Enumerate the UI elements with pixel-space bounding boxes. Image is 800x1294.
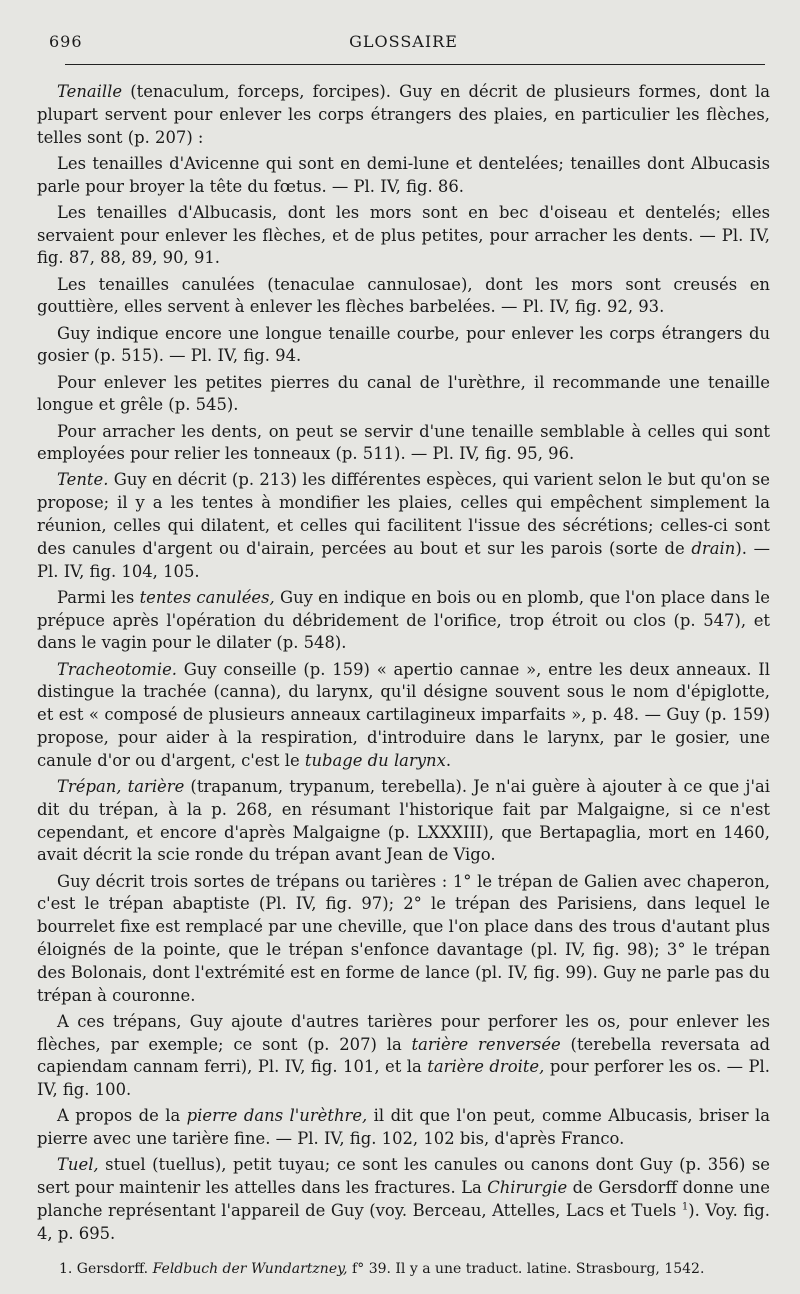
italic-term: tentes canulées,	[139, 587, 275, 607]
text-run: Les tenailles d'Albucasis, dont les mors sont en bec d'oiseau et dentelés; elles servaient pour enlever les flèches, et de plus petites, pour arracher les dents. — Pl. IV, fig. 87, 88, 89, 90, 91.	[37, 202, 770, 268]
text-run: Pour arracher les dents, on peut se servir d'une tenaille semblable à celles qui sont employées pour relier les tonneaux (p. 511). — Pl. IV, fig. 95, 96.	[37, 421, 770, 464]
italic-term: tarière droite,	[427, 1057, 545, 1077]
glossary-paragraph	[37, 659, 770, 773]
text-run: (terebella reversata ad capiendam cannam ferri), Pl. IV, fig. 101, et la	[37, 1034, 770, 1077]
text-run: A ces trépans, Guy ajoute d'autres tarières pour perforer les os, pour enlever les flèches, par exemple; ce sont (p. 207) la	[37, 1011, 770, 1054]
text-run: (trapanum, trypanum, terebella). Je n'ai guère à ajouter à ce que j'ai dit du trépan, à la p. 268, en résumant l'historique fait par Malgaigne, si ce n'est cependant, et encore d'après Malgaigne (p. LXXXIII), que Bertapaglia, mort en 1460, avait décrit la scie ronde du trépan avant Jean de Vigo.	[37, 777, 770, 865]
text-run: Guy en décrit (p. 213) les différentes espèces, qui varient selon le but qu'on se propose; il y a les tentes à mondifier les plaies, celles qui empêchent simplement la réunion, celles qui dilatent, et celles qui facilitent l'issue des sécrétions; celles-ci sont des canules d'argent ou d'airain, percées au bout et sur les parois (sorte de	[37, 470, 770, 558]
italic-term: Chirurgie	[487, 1178, 568, 1198]
running-title: GLOSSAIRE	[349, 32, 458, 51]
text-run: Guy décrit trois sortes de trépans ou tarières : 1° le trépan de Galien avec chaperon, c'est le trépan abaptiste (Pl. IV, fig. 97); 2° le trépan des Parisiens, dans lequel le bourrelet fixe est remplacé par une cheville, que l'on place dans des trous d'autant plus éloignés de la pointe, que le trépan s'enfonce davantage (pl. IV, fig. 98); 3° le trépan des Bolonais, dont l'extrémité est en forme de lance (pl. IV, fig. 99). Guy ne parle pas du trépan à couronne.	[37, 871, 770, 1005]
text-run: ). Voy. fig. 4, p. 695.	[37, 1200, 771, 1243]
italic-term: tubage du larynx	[304, 750, 446, 770]
text-run: f° 39. Il y a une traduct. latine. Strasbourg, 1542.	[347, 1260, 705, 1277]
italic-term: Tenaille	[57, 82, 123, 101]
glossary-paragraph	[37, 421, 770, 467]
text-run: pour perforer les os. — Pl. IV, fig. 100.	[37, 1057, 770, 1100]
italic-term: Tente.	[57, 470, 109, 490]
page-number: 696	[49, 32, 83, 51]
glossary-paragraph	[37, 1011, 770, 1102]
glossary-paragraph	[37, 202, 770, 270]
italic-term: Tracheotomie.	[57, 659, 177, 679]
italic-term: Feldbuch der Wundartzney,	[152, 1260, 348, 1277]
italic-term: pierre dans l'urèthre,	[186, 1106, 368, 1126]
text-run: Pour enlever les petites pierres du canal de l'urèthre, il recommande une tenaille longue et grêle (p. 545).	[37, 372, 770, 415]
header-rule	[65, 64, 765, 65]
text-run: Guy indique encore une longue tenaille courbe, pour enlever les corps étrangers du gosier (p. 515). — Pl. IV, fig. 94.	[37, 323, 770, 366]
glossary-paragraph	[37, 469, 770, 583]
italic-term: Trépan, tarière	[57, 777, 185, 797]
text-run: il dit que l'on peut, comme Albucasis, briser la pierre avec une tarière fine. — Pl. IV, fig. 102, 102 bis, d'après Franco.	[37, 1106, 770, 1149]
glossary-paragraph	[37, 587, 770, 655]
text-run: Guy en indique en bois ou en plomb, que l'on place dans le prépuce après l'opération du débridement de l'orifice, trop étroit ou clos (p. 547), et dans le vagin pour le dilater (p. 548).	[37, 587, 770, 653]
italic-term: drain	[691, 538, 736, 558]
footnote-marker: 1	[681, 1201, 689, 1213]
text-run: stuel (tuellus), petit tuyau; ce sont les canules ou canons dont Guy (p. 356) se sert pour maintenir les attelles dans les fractures. La	[37, 1155, 770, 1198]
text-run: 1. Gersdorff.	[59, 1260, 153, 1277]
text-run: A propos de la	[57, 1106, 187, 1126]
glossary-paragraph	[37, 81, 770, 149]
italic-term: tarière renversée	[411, 1034, 561, 1054]
text-run: .	[445, 750, 452, 770]
glossary-body	[37, 81, 770, 1246]
glossary-paragraph	[37, 153, 770, 199]
footnote	[37, 1260, 770, 1278]
text-run: (tenaculum, forceps, forcipes). Guy en décrit de plusieurs formes, dont la plupart servent pour enlever les corps étrangers des plaies, en particulier les flèches, telles sont (p. 207) :	[37, 82, 770, 147]
text-run: de Gersdorff donne une planche représentant l'appareil de Guy (voy. Berceau, Attelles, Lacs et Tuels	[37, 1178, 771, 1220]
glossary-paragraph	[37, 274, 770, 320]
glossary-paragraph	[37, 372, 770, 418]
text-run: Les tenailles d'Avicenne qui sont en demi-lune et dentelées; tenailles dont Albucasis parle pour broyer la tête du fœtus. — Pl. IV, fig. 86.	[37, 153, 770, 196]
glossary-paragraph	[37, 776, 770, 867]
text-run: Guy conseille (p. 159) « apertio cannae », entre les deux anneaux. Il distingue la trachée (canna), du larynx, qu'il désigne souvent sous le nom d'épiglotte, et est « composé de plusieurs anneaux cartilagineux imparfaits », p. 48. — Guy (p. 159) propose, pour aider à la respiration, d'introduire dans le larynx, par le gosier, une canule d'or ou d'argent, c'est le	[37, 659, 770, 770]
text-run: Les tenailles canulées (tenaculae cannulosae), dont les mors sont creusés en gouttière, elles servent à enlever les flèches barbelées. — Pl. IV, fig. 92, 93.	[37, 274, 770, 317]
glossary-paragraph	[37, 1154, 770, 1245]
glossary-paragraph	[37, 1105, 770, 1151]
running-head	[37, 28, 770, 54]
glossary-paragraph	[37, 323, 770, 369]
text-run: ). — Pl. IV, fig. 104, 105.	[37, 538, 770, 581]
glossary-paragraph	[37, 871, 770, 1008]
text-run: Parmi les	[57, 587, 140, 607]
italic-term: Tuel,	[57, 1155, 99, 1175]
